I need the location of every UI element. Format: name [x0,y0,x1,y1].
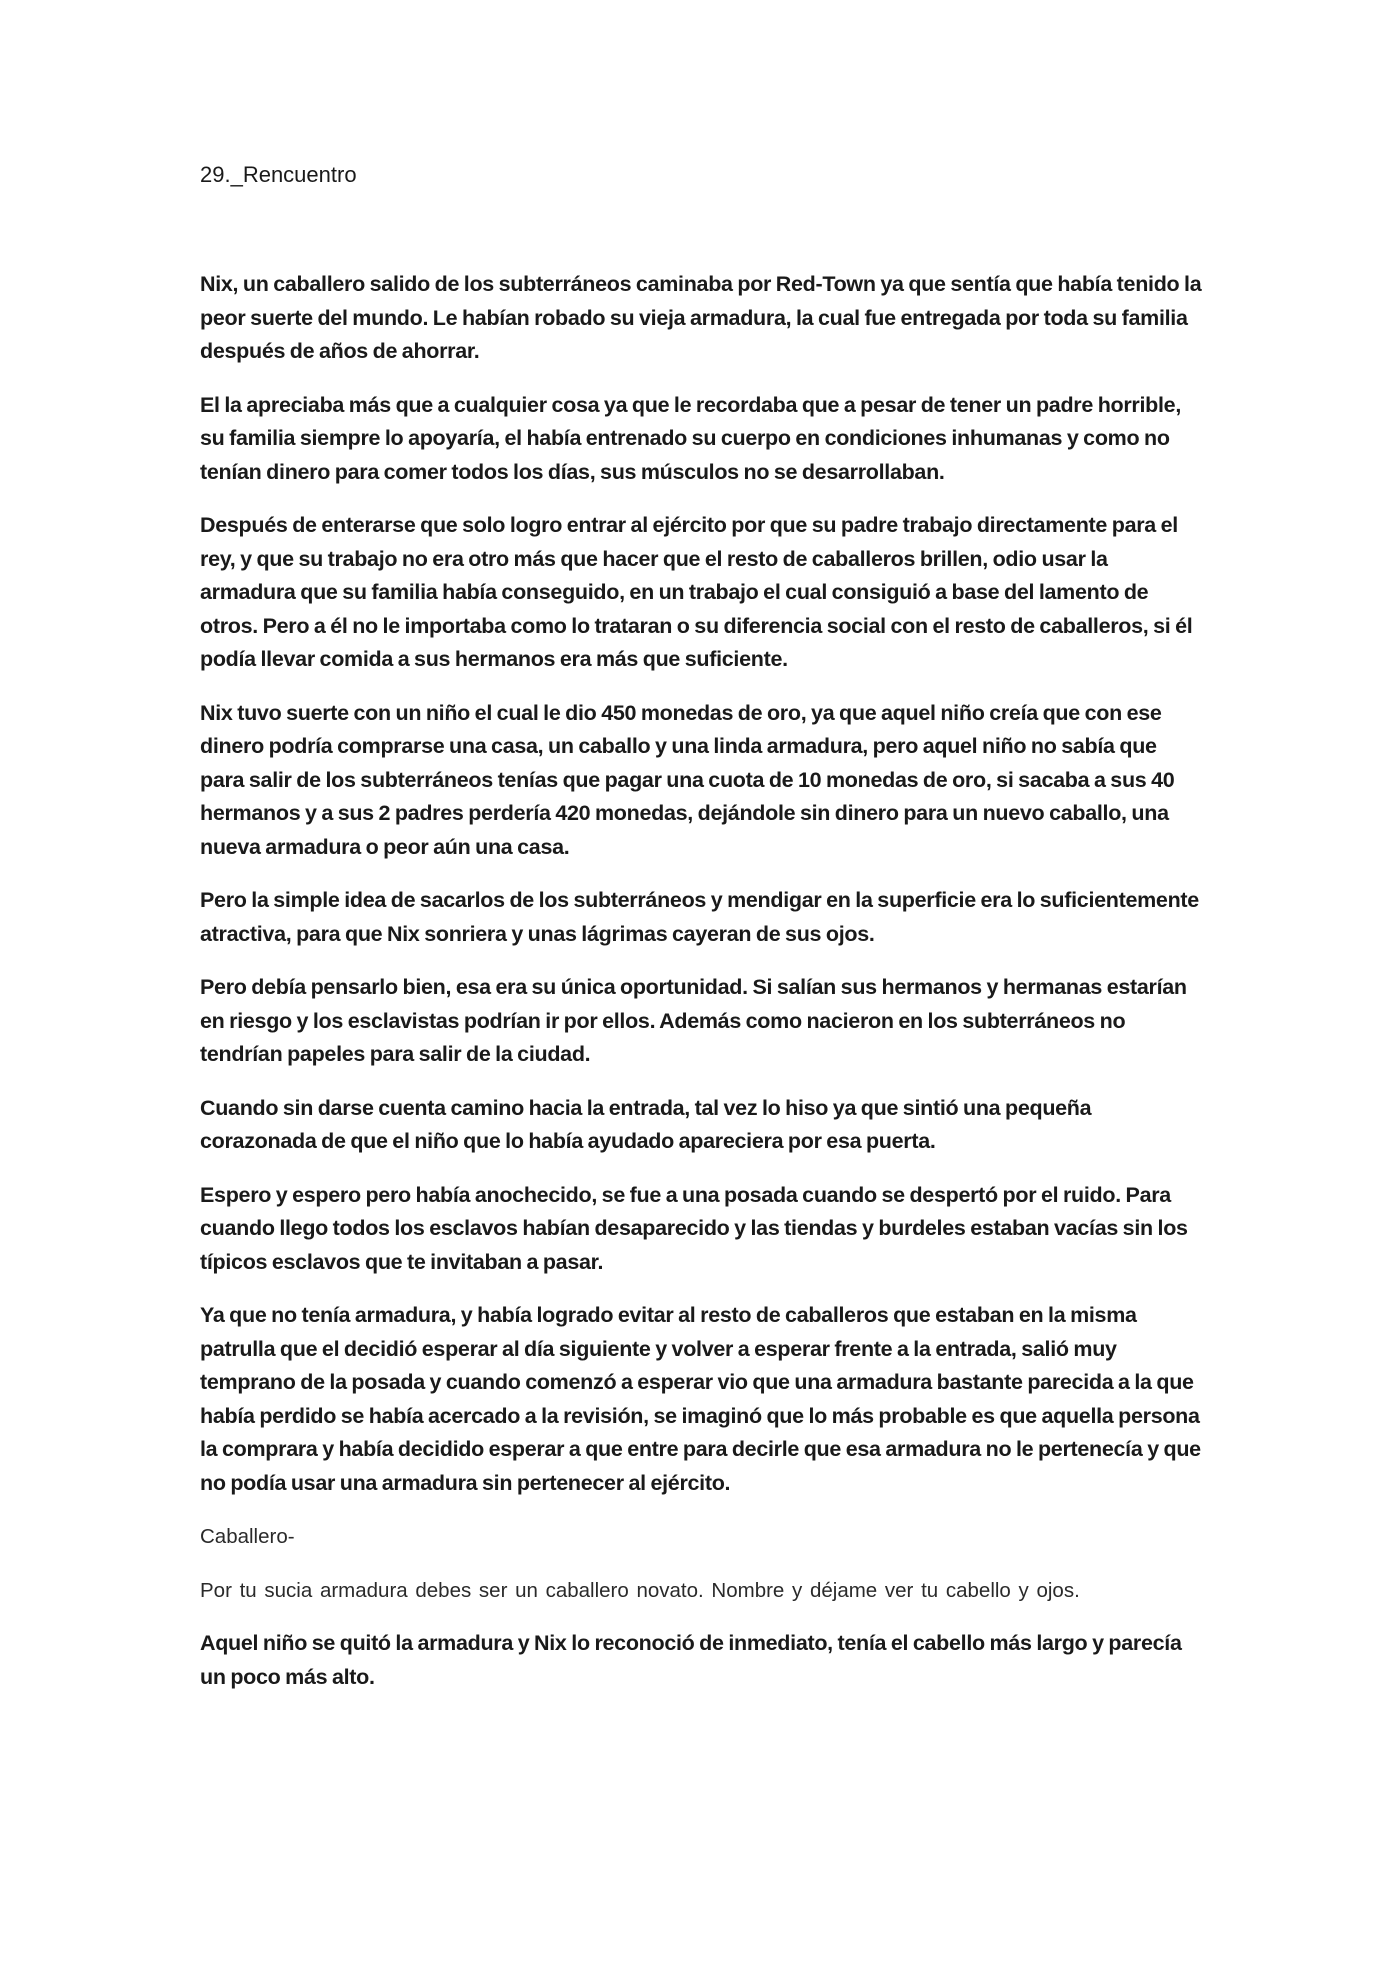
paragraph-2: El la apreciaba más que a cualquier cosa ya que le recordaba que a pesar de tener un padre horrible, su familia siempre lo apoyaría, el había entrenado su cuerpo en condiciones inhumanas y como no tenían dinero para comer todos los días, sus músculos no se desarrollaban. [200,392,1182,484]
paragraph-9: Ya que no tenía armadura, y había logrado evitar al resto de caballeros que estaban en la misma patrulla que el decidió esperar al día siguiente y volver a esperar frente a la entrada, salió muy temprano de la posada y cuando comenzó a esperar vio que una armadura bastante parecida a la que había perdido se había acercado a la revisión, se imaginó que lo más probable es que aquella persona la comprara y había decidido esperar a que entre para decirle que esa armadura no le pertenecía y que no podía usar una armadura sin pertenecer al ejército. [200,1303,1201,1495]
paragraph-1: Nix, un caballero salido de los subterráneos caminaba por Red-Town ya que sentía que había tenido la peor suerte del mundo. Le habían robado su vieja armadura, la cual fue entregada por toda su familia después de años de ahorrar. [200,272,1202,363]
chapter-title: 29._Rencuentro [200,162,357,187]
paragraph-8: Espero y espero pero había anochecido, se fue a una posada cuando se despertó por el ruido. Para cuando llego todos los esclavos habían desaparecido y las tiendas y burdeles estaban vacías sin los típicos esclavos que te invitaban a pasar. [200,1182,1188,1274]
paragraph-10: Aquel niño se quitó la armadura y Nix lo reconoció de inmediato, tenía el cabello más largo y parecía un poco más alto. [200,1631,1182,1689]
paragraph-5: Pero la simple idea de sacarlos de los subterráneos y mendigar en la superficie era lo suficientemente atractiva, para que Nix sonriera y unas lágrimas cayeran de sus ojos. [200,888,1199,946]
paragraph-7: Cuando sin darse cuenta camino hacia la entrada, tal vez lo hiso ya que sintió una pequeña corazonada de que el niño que lo había ayudado apareciera por esa puerta. [200,1095,1092,1153]
dialogue-line: Por tu sucia armadura debes ser un caballero novato. Nombre y déjame ver tu cabello y ojos. [200,1578,1080,1602]
paragraph-4: Nix tuvo suerte con un niño el cual le dio 450 monedas de oro, ya que aquel niño creía que con ese dinero podría comprarse una casa, un caballo y una linda armadura, pero aquel niño no sabía que para salir de los subterráneos tenías que pagar una cuota de 10 monedas de oro, si sacaba a sus 40 hermanos y a sus 2 padres perdería 420 monedas, dejándole sin dinero para un nuevo caballo, una nueva armadura o peor aún una casa. [200,700,1175,859]
paragraph-3: Después de enterarse que solo logro entrar al ejército por que su padre trabajo directamente para el rey, y que su trabajo no era otro más que hacer que el resto de caballeros brillen, odio usar la armadura que su familia había conseguido, en un trabajo el cual consiguió a base del lamento de otros. Pero a él no le importaba como lo trataran o su diferencia social con el resto de caballeros, si él podía llevar comida a sus hermanos era más que suficiente. [200,513,1193,671]
document-page [200,160,1205,1714]
paragraph-6: Pero debía pensarlo bien, esa era su única oportunidad. Si salían sus hermanos y hermanas estarían en riesgo y los esclavistas podrían ir por ellos. Además como nacieron en los subterráneos no tendrían papeles para salir de la ciudad. [200,975,1187,1066]
speaker-label: Caballero- [200,1525,295,1548]
